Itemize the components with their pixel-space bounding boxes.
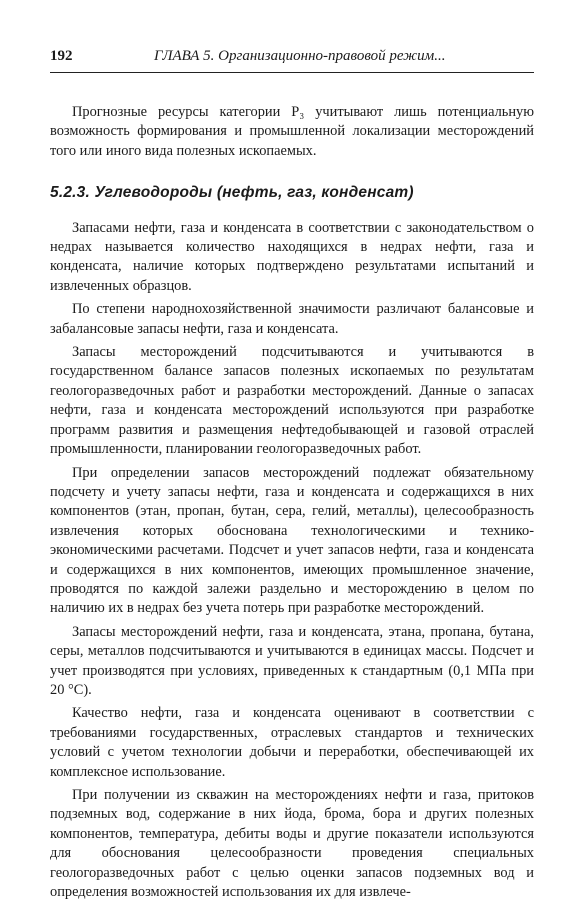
page-number: 192 [50, 48, 73, 64]
book-page [50, 48, 534, 906]
header-rule [50, 72, 534, 73]
paragraph: Запасы месторождений нефти, газа и конденсата, этана, пропана, бутана, серы, металлов подсчитываются и учитываются в единицах массы. Подсчет и учет производятся при условиях, приведенных к стандартным (0,1 МПа при 20 °С). [50, 623, 534, 698]
chapter-title: ГЛАВА 5. Организационно-правовой режим... [154, 48, 446, 64]
paragraph: Запасами нефти, газа и конденсата в соответствии с законодательством о недрах называется количество находящихся в недрах нефти, газа и конденсата, наличие которых подтверждено результатами испытаний и извлеченных образцов. [50, 219, 534, 294]
paragraph: При определении запасов месторождений подлежат обязательному подсчету и учету запасы нефти, газа и конденсата и содержащихся в них компонентов (этан, пропан, бутан, сера, гелий, металлы), целесообразность извлечения которых обоснована технологическими и технико-экономическими расчетами. Подсчет и учет запасов нефти, газа и конденсата и содержащихся в них компонентов, имеющих промышленное значение, проводятся по каждой залежи раздельно и месторождению в целом по наличию их в недрах без учета потерь при разработке месторождений. [50, 464, 534, 617]
paragraph: При получении из скважин на месторождениях нефти и газа, притоков подземных вод, содержание в них йода, брома, бора и других полезных компонентов, температура, дебиты воды и другие показатели используются для обоснования целесообразности проведения специальных геологоразведочных работ с целью оценки запасов подземных вод и определения возможностей использования их для извлече- [50, 787, 534, 901]
body-text [50, 103, 534, 902]
section-heading: 5.2.3. Углеводороды (нефть, газ, конденсат) [50, 184, 414, 202]
paragraph: По степени народнохозяйственной значимости различают балансовые и забалансовые запасы нефти, газа и конденсата. [50, 301, 534, 337]
paragraph: Качество нефти, газа и конденсата оценивают в соответствии с требованиями государственных, отраслевых стандартов и технических условий с учетом технологии добычи и переработки, обеспечивающей их комплексное использование. [50, 705, 534, 780]
paragraph-intro: Прогнозные ресурсы категории Р₃ учитывают лишь потенциальную возможность формирования и промышленной локализации месторождений того или иного вида полезных ископаемых. [50, 104, 534, 159]
paragraph: Запасы месторождений подсчитываются и учитываются в государственном балансе запасов полезных ископаемых по результатам геологоразведочных работ и разработки месторождений. Данные о запасах нефти, газа и конденсата месторождений используются при разработке программ развития и размещения нефтедобывающей и газовой отраслей промышленности, планировании геологоразведочных работ. [50, 344, 534, 458]
running-head [50, 48, 534, 70]
